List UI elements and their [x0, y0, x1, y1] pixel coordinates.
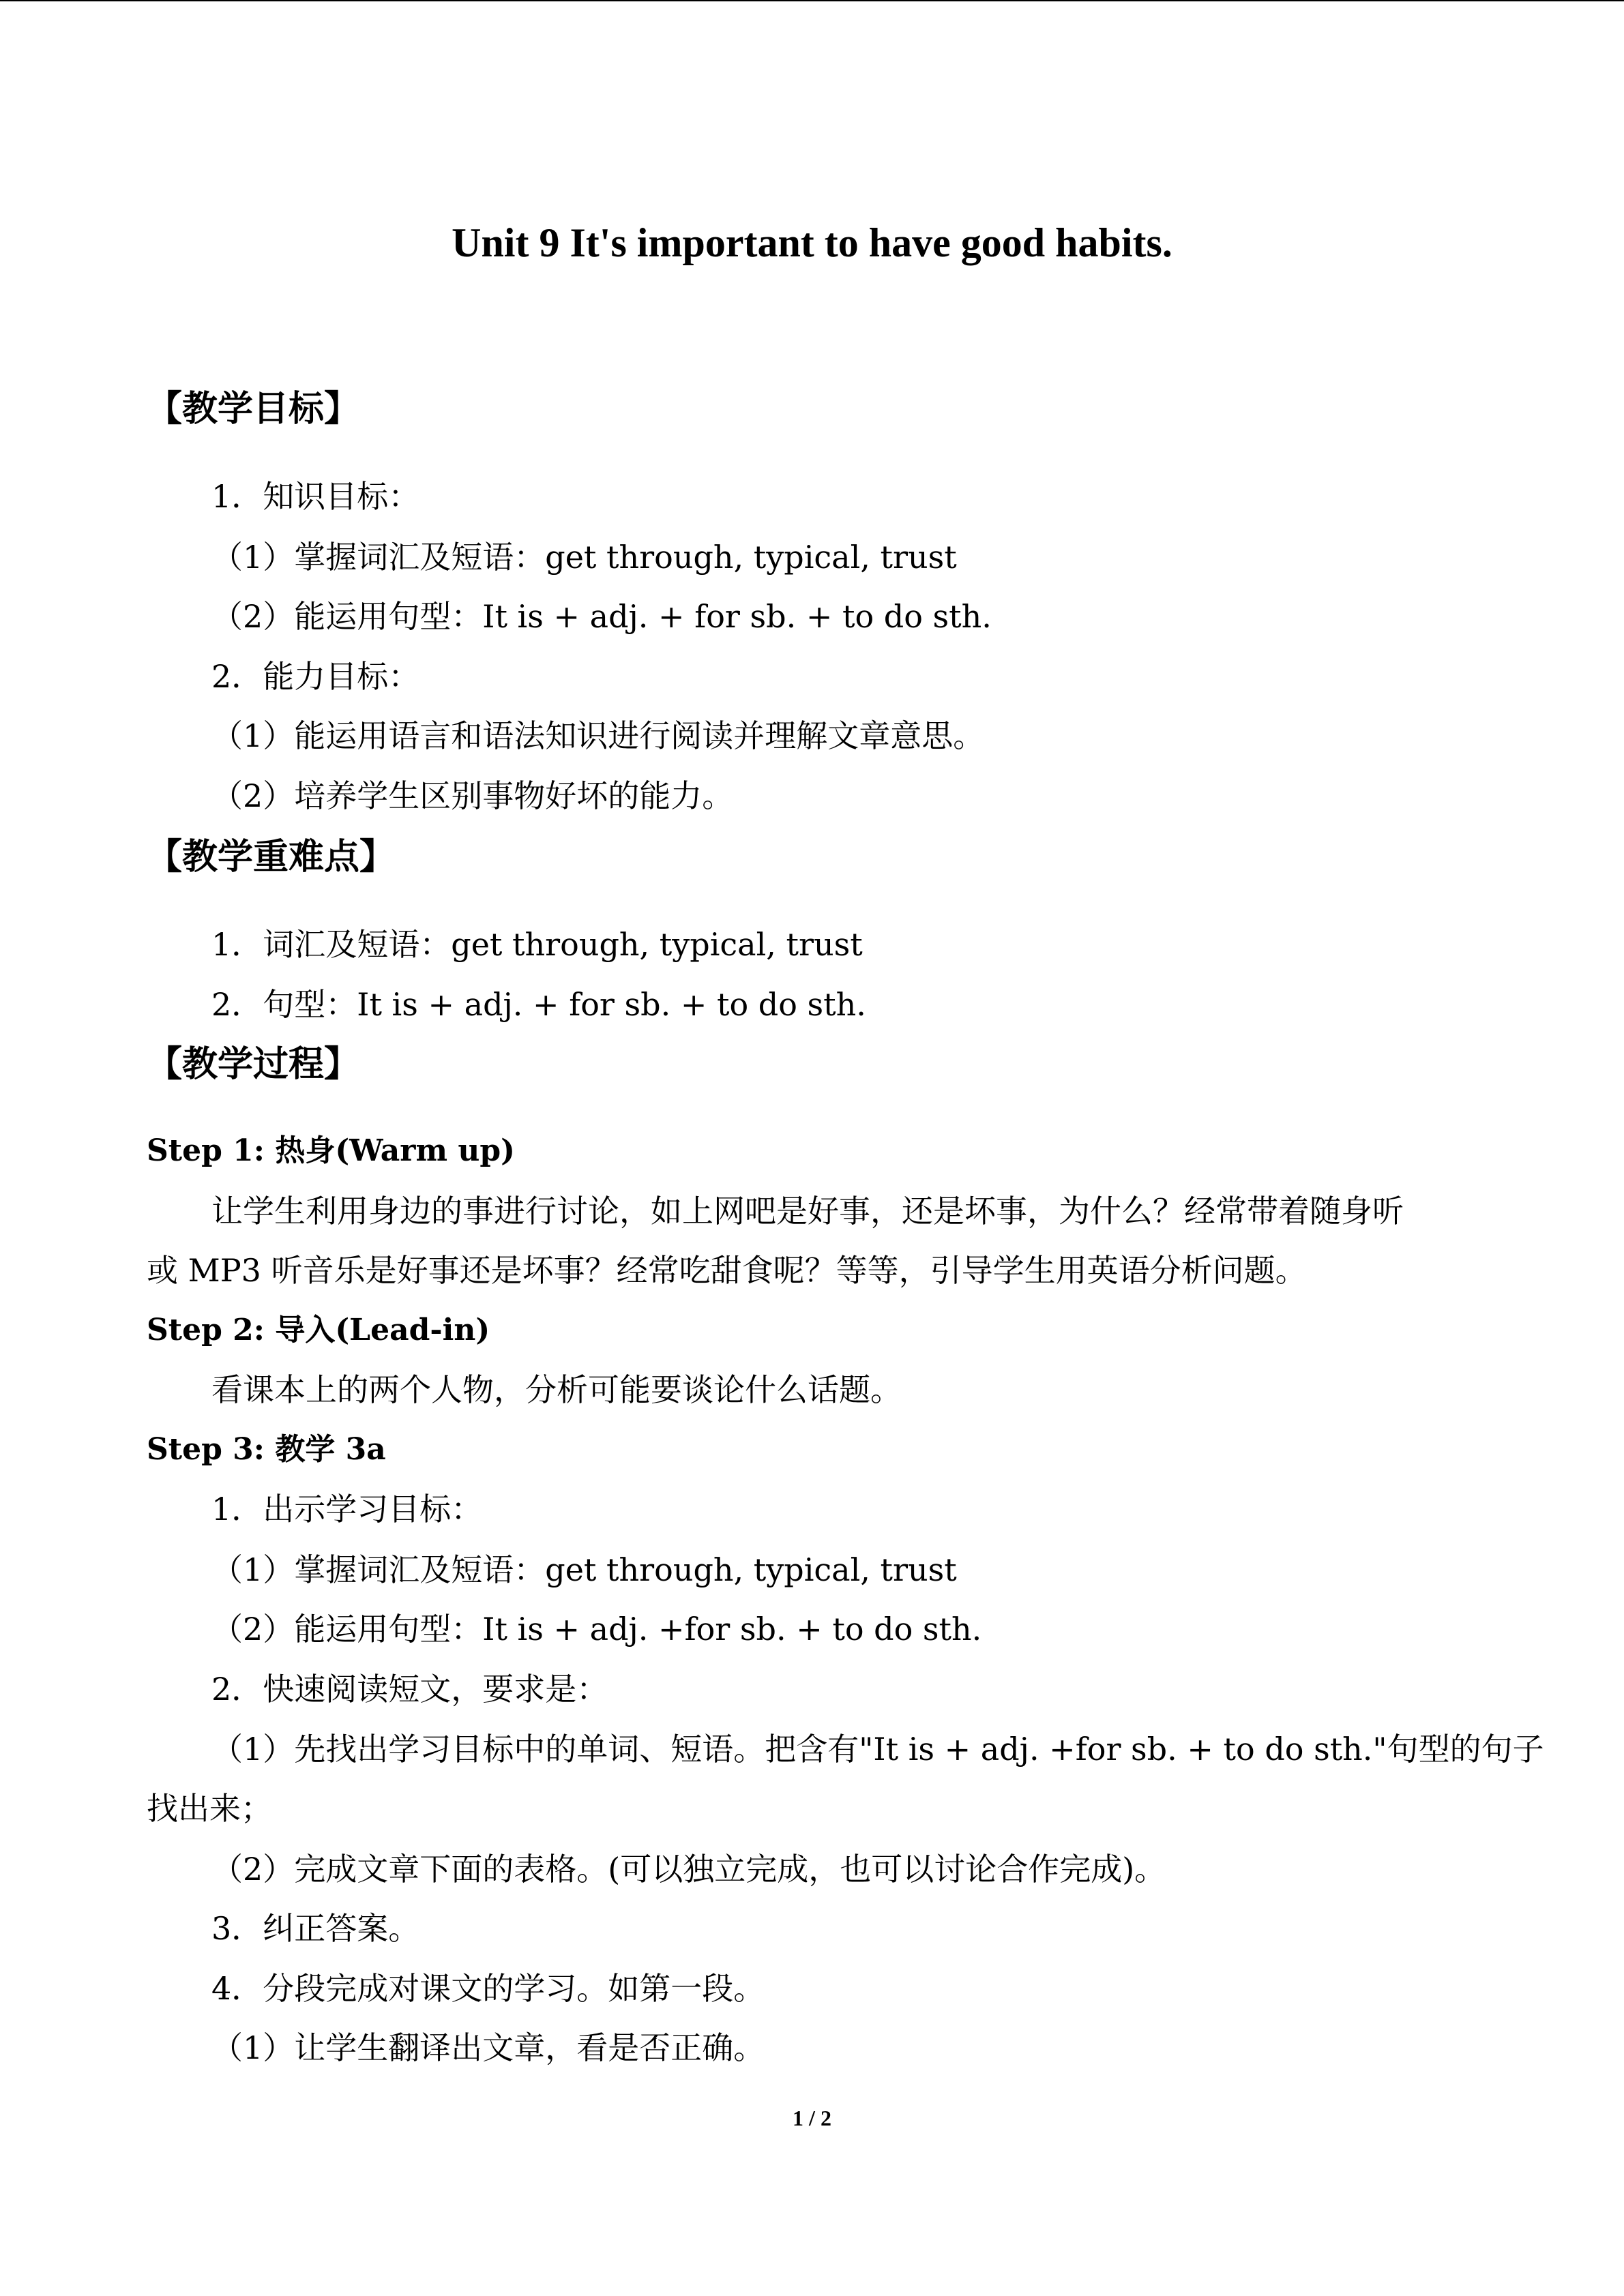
- page-number: 1 / 2: [793, 2106, 831, 2130]
- list-item: 1．出示学习目标：: [211, 1491, 483, 1527]
- step-label: Step 1: 热身(Warm up): [147, 1133, 515, 1168]
- paragraph-line: 看课本上的两个人物，分析可能要谈论什么话题。: [211, 1371, 902, 1408]
- list-item: （1）先找出学习目标中的单词、短语。把含有"It is + adj. +for sb. + to do sth."句型的句子: [211, 1731, 1544, 1768]
- list-item: 2．快速阅读短文，要求是：: [211, 1671, 608, 1708]
- list-item: （2）能运用句型：It is + adj. + for sb. + to do sth.: [211, 598, 992, 635]
- section-heading-objectives: 【教学目标】: [147, 388, 360, 430]
- list-item: 1．词汇及短语：get through, typical, trust: [211, 926, 863, 963]
- list-item: （2）能运用句型：It is + adj. +for sb. + to do sth.: [211, 1611, 982, 1648]
- list-item: （1）能运用语言和语法知识进行阅读并理解文章意思。: [211, 717, 985, 754]
- list-item: （1）掌握词汇及短语：get through, typical, trust: [211, 539, 957, 576]
- step-label: Step 3: 教学 3a: [147, 1432, 386, 1467]
- list-item: （2）完成文章下面的表格。(可以独立完成，也可以讨论合作完成)。: [211, 1851, 1166, 1888]
- section-heading-process: 【教学过程】: [147, 1043, 360, 1085]
- list-item: （1）掌握词汇及短语：get through, typical, trust: [211, 1551, 957, 1588]
- list-item: 2．能力目标：: [211, 658, 420, 695]
- list-item: （1）让学生翻译出文章，看是否正确。: [211, 2029, 765, 2066]
- list-item: 4．分段完成对课文的学习。如第一段。: [211, 1970, 765, 2007]
- paragraph-line: 或 MP3 听音乐是好事还是坏事？经常吃甜食呢？等等，引导学生用英语分析问题。: [147, 1252, 1307, 1289]
- list-item: 2．句型：It is + adj. + for sb. + to do sth.: [211, 986, 866, 1023]
- paragraph-line: 让学生利用身边的事进行讨论，如上网吧是好事，还是坏事，为什么？经常带着随身听: [211, 1193, 1404, 1229]
- list-item: 1．知识目标：: [211, 478, 420, 515]
- list-item: 找出来；: [147, 1790, 272, 1827]
- list-item: （2）培养学生区别事物好坏的能力。: [211, 777, 734, 814]
- section-heading-key-points: 【教学重难点】: [147, 836, 396, 878]
- list-item: 3．纠正答案。: [211, 1910, 420, 1947]
- step-label: Step 2: 导入(Lead-in): [147, 1313, 490, 1347]
- document-title: Unit 9 It's important to have good habits.: [452, 220, 1172, 265]
